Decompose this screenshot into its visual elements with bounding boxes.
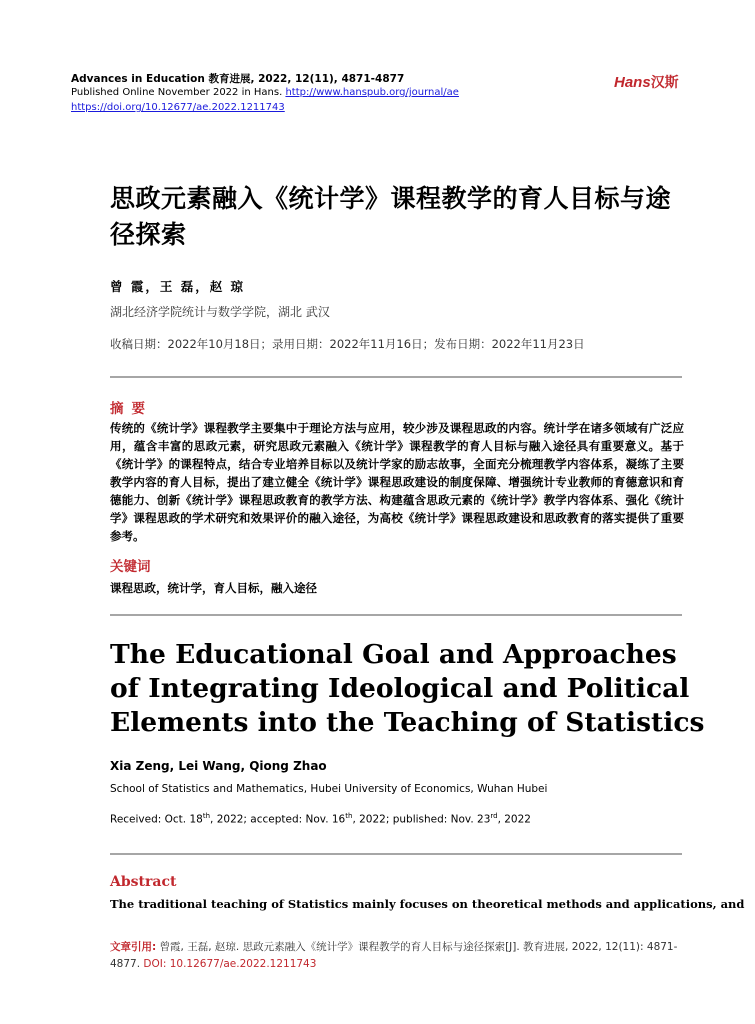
journal-name-cn: 教育进展: [208, 73, 251, 85]
en-authors: Xia Zeng, Lei Wang, Qiong Zhao: [110, 759, 327, 773]
cn-abstract: 传统的《统计学》课程教学主要集中于理论方法与应用，较少涉及课程思政的内容。统计学在诸多领域有广泛应用，蕴含丰富的思政元素，研究思政元素融入《统计学》课程教学的育人目标与融入途径具有重要意义。基于《统计学》的课程特点，结合专业培养目标以及统计学家的励志故事，全面充分梳理教学内容体系，凝练了主要教学内容的育人目标，提出了建立健全《统计学》课程思政建设的制度保障、增强统计专业教师的育德意识和育德能力、创新《统计学》课程思政教育的教学方法、构建蕴含思政元素的《统计学》教学内容体系、强化《统计学》课程思政的学术研究和效果评价的融入途径，为高校《统计学》课程思政建设和思政教育的落实提供了重要参考。: [110, 421, 684, 543]
divider: [110, 614, 682, 616]
en-abstract-heading: Abstract: [110, 874, 177, 890]
en-dates: [110, 812, 531, 826]
cn-keywords: 课程思政，统计学，育人目标，融入途径: [110, 581, 317, 595]
en-title: The Educational Goal and Approaches of Integrating Ideological and Political Elements into the Teaching of Statistics: [110, 639, 705, 738]
hans-logo: [614, 72, 679, 92]
published-sup: rd: [490, 812, 498, 820]
received-date: Received: Oct. 18: [110, 813, 203, 826]
accepted-sup: th: [345, 812, 353, 820]
doi-line: [71, 102, 285, 113]
divider: [110, 376, 682, 378]
publication-line: [71, 87, 459, 98]
volume-info: , 2022, 12(11), 4871-4877: [250, 73, 405, 85]
en-affiliation: School of Statistics and Mathematics, Hubei University of Economics, Wuhan Hubei: [110, 783, 548, 795]
received-sup: th: [202, 812, 211, 820]
journal-name: Advances in Education: [71, 73, 205, 85]
cn-abstract-heading: 摘要: [110, 401, 153, 417]
journal-info: [71, 71, 404, 86]
citation-label: 文章引用:: [110, 941, 157, 953]
citation-text: 曾霞, 王磊, 赵琼. 思政元素融入《统计学》课程教学的育人目标与途径探索[J]. 教育进展, 2022, 12(11): 4871-4877.: [110, 941, 678, 970]
journal-url-link[interactable]: http://www.hanspub.org/journal/ae: [285, 87, 459, 98]
divider: [110, 853, 682, 855]
published-date: , 2022; published: Nov. 23: [352, 813, 491, 826]
en-abstract: The traditional teaching of Statistics mainly focuses on theoretical methods and applications, and: [110, 897, 745, 911]
citation-doi[interactable]: DOI: 10.12677/ae.2022.1211743: [143, 958, 317, 970]
cn-keywords-heading: 关键词: [110, 559, 151, 575]
logo-latin: Hans: [614, 74, 651, 91]
dates-suffix: , 2022: [497, 813, 531, 826]
accepted-date: , 2022; accepted: Nov. 16: [210, 813, 346, 826]
published-text: Published Online November 2022 in Hans.: [71, 87, 283, 98]
logo-cn: 汉斯: [650, 75, 679, 91]
doi-link[interactable]: https://doi.org/10.12677/ae.2022.1211743: [71, 102, 285, 113]
cn-dates: 收稿日期：2022年10月18日；录用日期：2022年11月16日；发布日期：2022年11月23日: [110, 337, 585, 351]
cn-title: 思政元素融入《统计学》课程教学的育人目标与途径探索: [110, 184, 672, 249]
cn-affiliation: 湖北经济学院统计与数学学院，湖北 武汉: [110, 305, 330, 319]
citation: [110, 939, 686, 973]
cn-authors: 曾 霞，王 磊，赵 琼: [110, 279, 246, 294]
